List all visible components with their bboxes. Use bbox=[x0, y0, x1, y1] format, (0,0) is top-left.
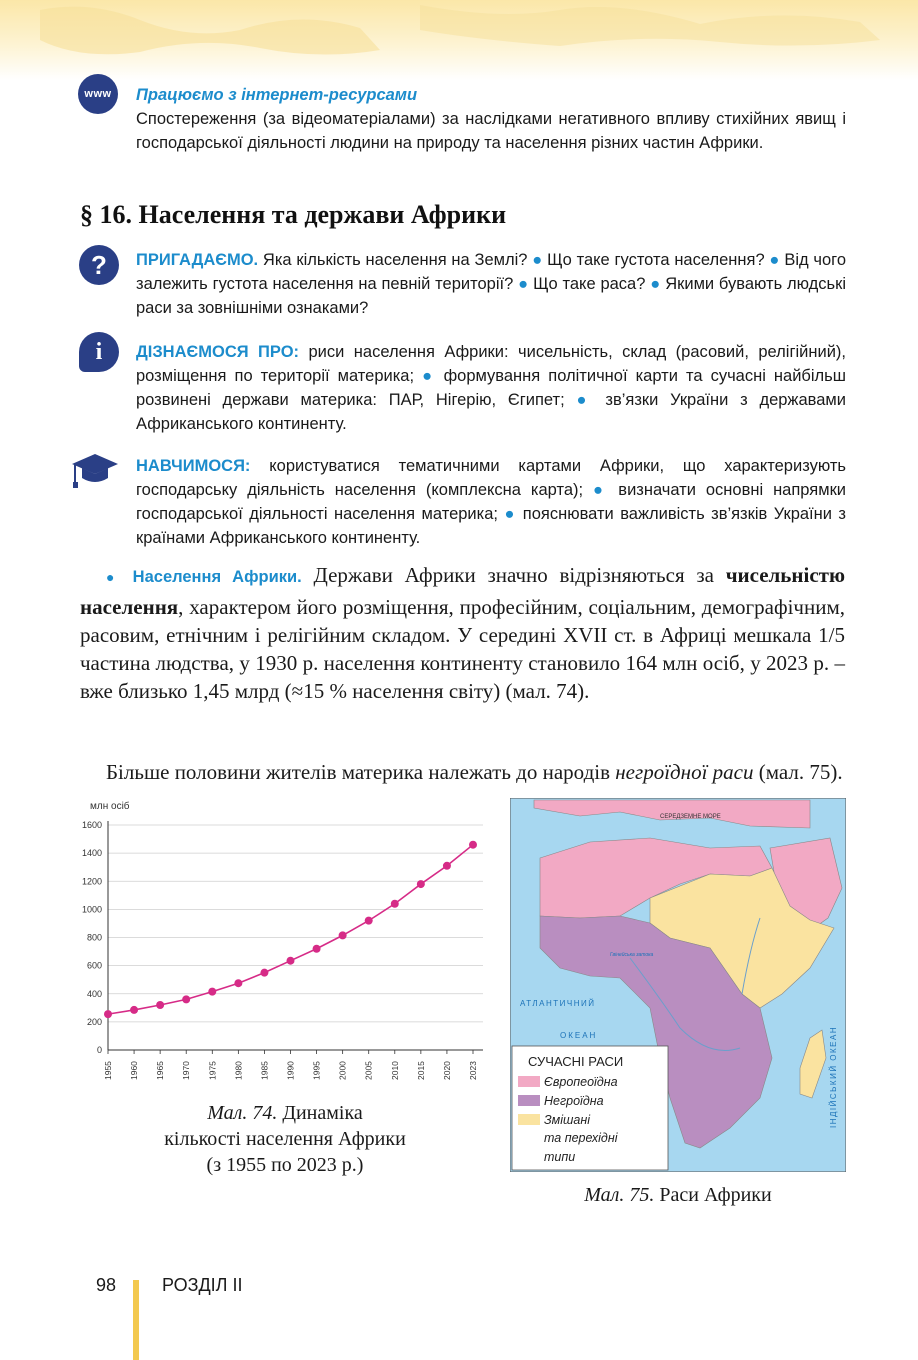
x-tick-label: 1990 bbox=[285, 1061, 296, 1080]
x-tick-label: 2020 bbox=[441, 1061, 452, 1080]
data-point bbox=[260, 969, 268, 977]
recall-item: Якими бувають людські раси за зовнішніми ознаками? bbox=[136, 275, 846, 317]
recall-item: Що таке густота населення? bbox=[547, 251, 765, 269]
data-point bbox=[443, 862, 451, 870]
figure-75-label: Мал. 75. bbox=[584, 1184, 655, 1206]
data-point bbox=[339, 931, 347, 939]
learn-about-block bbox=[136, 340, 846, 436]
x-tick-label: 1985 bbox=[259, 1061, 270, 1080]
figure-74-line2: кількості населення Африки bbox=[164, 1128, 406, 1150]
series-line bbox=[108, 845, 473, 1014]
bullet-dot-icon: ● bbox=[576, 391, 594, 409]
y-tick-label: 1600 bbox=[81, 820, 102, 830]
figure-74-line3: (з 1955 по 2023 р.) bbox=[206, 1154, 364, 1176]
world-map-decoration bbox=[0, 0, 918, 80]
ocean-label: ОКЕАН bbox=[560, 1031, 598, 1040]
figure-74-label: Мал. 74. bbox=[207, 1102, 278, 1124]
x-tick-label: 2023 bbox=[468, 1061, 478, 1080]
paragraph-bold-term: чисельністю населення bbox=[80, 563, 846, 619]
y-tick-label: 400 bbox=[86, 988, 102, 999]
paragraph-text: Держави Африки значно відрізняються за bbox=[313, 563, 714, 587]
paragraph-races bbox=[80, 758, 845, 786]
y-tick-label: 1000 bbox=[81, 904, 102, 915]
x-tick-label: 1965 bbox=[155, 1061, 166, 1080]
data-point bbox=[313, 945, 321, 953]
bullet-dot-icon: ● bbox=[769, 251, 780, 269]
will-learn-label: НАВЧИМОСЯ: bbox=[136, 457, 251, 475]
recall-item: Яка кількість населення на Землі? bbox=[262, 251, 528, 269]
recall-block bbox=[136, 248, 846, 320]
will-learn-item: користуватися тематичними картами Африки, що характеризують господарську діяльність населення (комплексна карта); bbox=[136, 457, 846, 499]
data-point bbox=[391, 900, 399, 908]
figure-74-caption bbox=[95, 1100, 475, 1178]
y-tick-label: 1200 bbox=[81, 876, 102, 887]
question-icon: ? bbox=[79, 245, 119, 285]
bullet-dot-icon: ● bbox=[422, 367, 436, 385]
bullet-dot-icon: ● bbox=[593, 481, 609, 499]
data-point bbox=[156, 1001, 164, 1009]
recall-item: Від чого залежить густота населення на певній території? bbox=[136, 251, 847, 293]
data-point bbox=[208, 988, 216, 996]
x-tick-label: 1955 bbox=[103, 1061, 113, 1080]
graduation-cap-icon bbox=[70, 450, 120, 490]
population-chart-svg bbox=[78, 795, 498, 1095]
y-tick-label: 1400 bbox=[81, 848, 102, 859]
internet-resources-title: Працюємо з інтернет-ресурсами bbox=[136, 86, 418, 104]
paragraph-subhead: Населення Африки. bbox=[132, 568, 302, 586]
learn-about-label: ДІЗНАЄМОСЯ ПРО: bbox=[136, 343, 300, 361]
paragraph-text: , характером його розміщення, професійним, соціальним, демографічним, расовим, етнічним і релігійним складом. У середині XVII ст. в Африці мешкала 1/5 частина людства, у 1930 р. населення континенту становило 164 млн осіб, у 2023 р. – вже близько 1,45 млрд (≈15 % населення світу) (мал. 74). bbox=[80, 595, 845, 703]
indian-ocean-label: ІНДІЙСЬКИЙ ОКЕАН bbox=[829, 1025, 838, 1128]
x-tick-label: 1980 bbox=[233, 1061, 244, 1080]
www-icon bbox=[78, 74, 118, 114]
will-learn-item: пояснювати важливість зв’язків України з країнами Африканського континенту. bbox=[136, 505, 846, 547]
figure-75-text: Раси Африки bbox=[659, 1184, 772, 1206]
legend-label-mixed-extra: та перехідні bbox=[544, 1131, 618, 1145]
x-tick-label: 2005 bbox=[363, 1061, 374, 1080]
bullet-dot-icon: ● bbox=[504, 505, 517, 523]
figure-75-caption bbox=[510, 1182, 846, 1208]
figure-74-line1: Динаміка bbox=[282, 1102, 363, 1124]
learn-about-item: риси населення Африки: чисельність, склад (расовий, релігійний), розміщення по території материка; bbox=[136, 343, 846, 385]
legend-swatch-europeoid bbox=[518, 1076, 540, 1087]
legend-label-mixed-extra: типи bbox=[544, 1150, 576, 1164]
top-banner bbox=[0, 0, 918, 80]
x-tick-label: 2015 bbox=[415, 1061, 426, 1080]
paragraph-text: (мал. 75). bbox=[758, 760, 843, 784]
bullet-dot-icon: ● bbox=[106, 571, 121, 586]
legend-swatch-mixed bbox=[518, 1114, 540, 1125]
x-tick-label: 1970 bbox=[181, 1061, 192, 1080]
africa-races-map bbox=[510, 798, 846, 1172]
population-chart bbox=[78, 795, 498, 1095]
y-tick-label: 200 bbox=[86, 1016, 102, 1027]
data-point bbox=[104, 1010, 112, 1018]
legend-label-negroid: Негроїдна bbox=[544, 1094, 604, 1108]
x-tick-label: 1960 bbox=[129, 1061, 140, 1080]
data-point bbox=[234, 979, 242, 987]
data-point bbox=[182, 995, 190, 1003]
data-point bbox=[417, 880, 425, 888]
section-title: § 16. Населення та держави Африки bbox=[80, 200, 507, 229]
x-tick-label: 2000 bbox=[337, 1061, 348, 1080]
section-label: РОЗДІЛ ІІ bbox=[162, 1275, 243, 1295]
data-point bbox=[365, 917, 373, 925]
atlantic-label: АТЛАНТИЧНИЙ bbox=[520, 999, 596, 1008]
legend-label-europeoid: Європеоїдна bbox=[544, 1075, 618, 1089]
sea-label: СЕРЕДЗЕМНЕ МОРЕ bbox=[660, 814, 721, 820]
will-learn-item: визначати основні напрямки господарської діяльності населення материка; bbox=[136, 481, 847, 523]
paragraph-population bbox=[80, 561, 845, 705]
www-icon-text: www bbox=[84, 88, 112, 100]
legend-label-mixed: Змішані bbox=[544, 1113, 591, 1127]
data-point bbox=[469, 841, 477, 849]
bullet-dot-icon: ● bbox=[518, 275, 529, 293]
gulf-label: Гвінейська затока bbox=[610, 952, 654, 958]
data-point bbox=[130, 1006, 138, 1014]
learn-about-item: зв’язки України з державами Африканського континенту. bbox=[136, 391, 846, 433]
y-tick-label: 0 bbox=[96, 1045, 102, 1055]
internet-resources-block bbox=[136, 83, 846, 155]
recall-label: ПРИГАДАЄМО. bbox=[136, 251, 259, 269]
legend-title: СУЧАСНІ РАСИ bbox=[528, 1054, 624, 1069]
will-learn-block bbox=[136, 454, 846, 550]
data-point bbox=[287, 957, 295, 965]
y-tick-label: 800 bbox=[86, 932, 102, 943]
legend-swatch-negroid bbox=[518, 1095, 540, 1106]
x-tick-label: 1975 bbox=[207, 1061, 218, 1080]
page-number: 98 bbox=[96, 1275, 117, 1295]
x-tick-label: 2010 bbox=[389, 1061, 400, 1080]
footer-divider bbox=[133, 1280, 139, 1360]
y-axis-label: млн осіб bbox=[90, 801, 130, 812]
y-tick-label: 600 bbox=[86, 960, 102, 971]
recall-item: Що таке раса? bbox=[533, 275, 646, 293]
africa-races-map-svg bbox=[510, 798, 846, 1172]
learn-about-item: формування політичної карти та сучасні найбільш розвинені держави материка: ПАР, Нігерію, Єгипет; bbox=[136, 367, 846, 409]
paragraph-italic-term: негроїдної раси bbox=[615, 760, 754, 784]
paragraph-text: Більше половини жителів материка належать до народів bbox=[106, 760, 611, 784]
x-tick-label: 1995 bbox=[311, 1061, 322, 1080]
bullet-dot-icon: ● bbox=[532, 251, 543, 269]
internet-resources-text: Спостереження (за відеоматеріалами) за наслідками негативного впливу стихійних явищ і господарської діяльності людини на природу та населення різних частин Африки. bbox=[136, 110, 846, 152]
map-legend bbox=[512, 1046, 668, 1170]
info-icon: i bbox=[79, 332, 119, 372]
bullet-dot-icon: ● bbox=[650, 275, 661, 293]
